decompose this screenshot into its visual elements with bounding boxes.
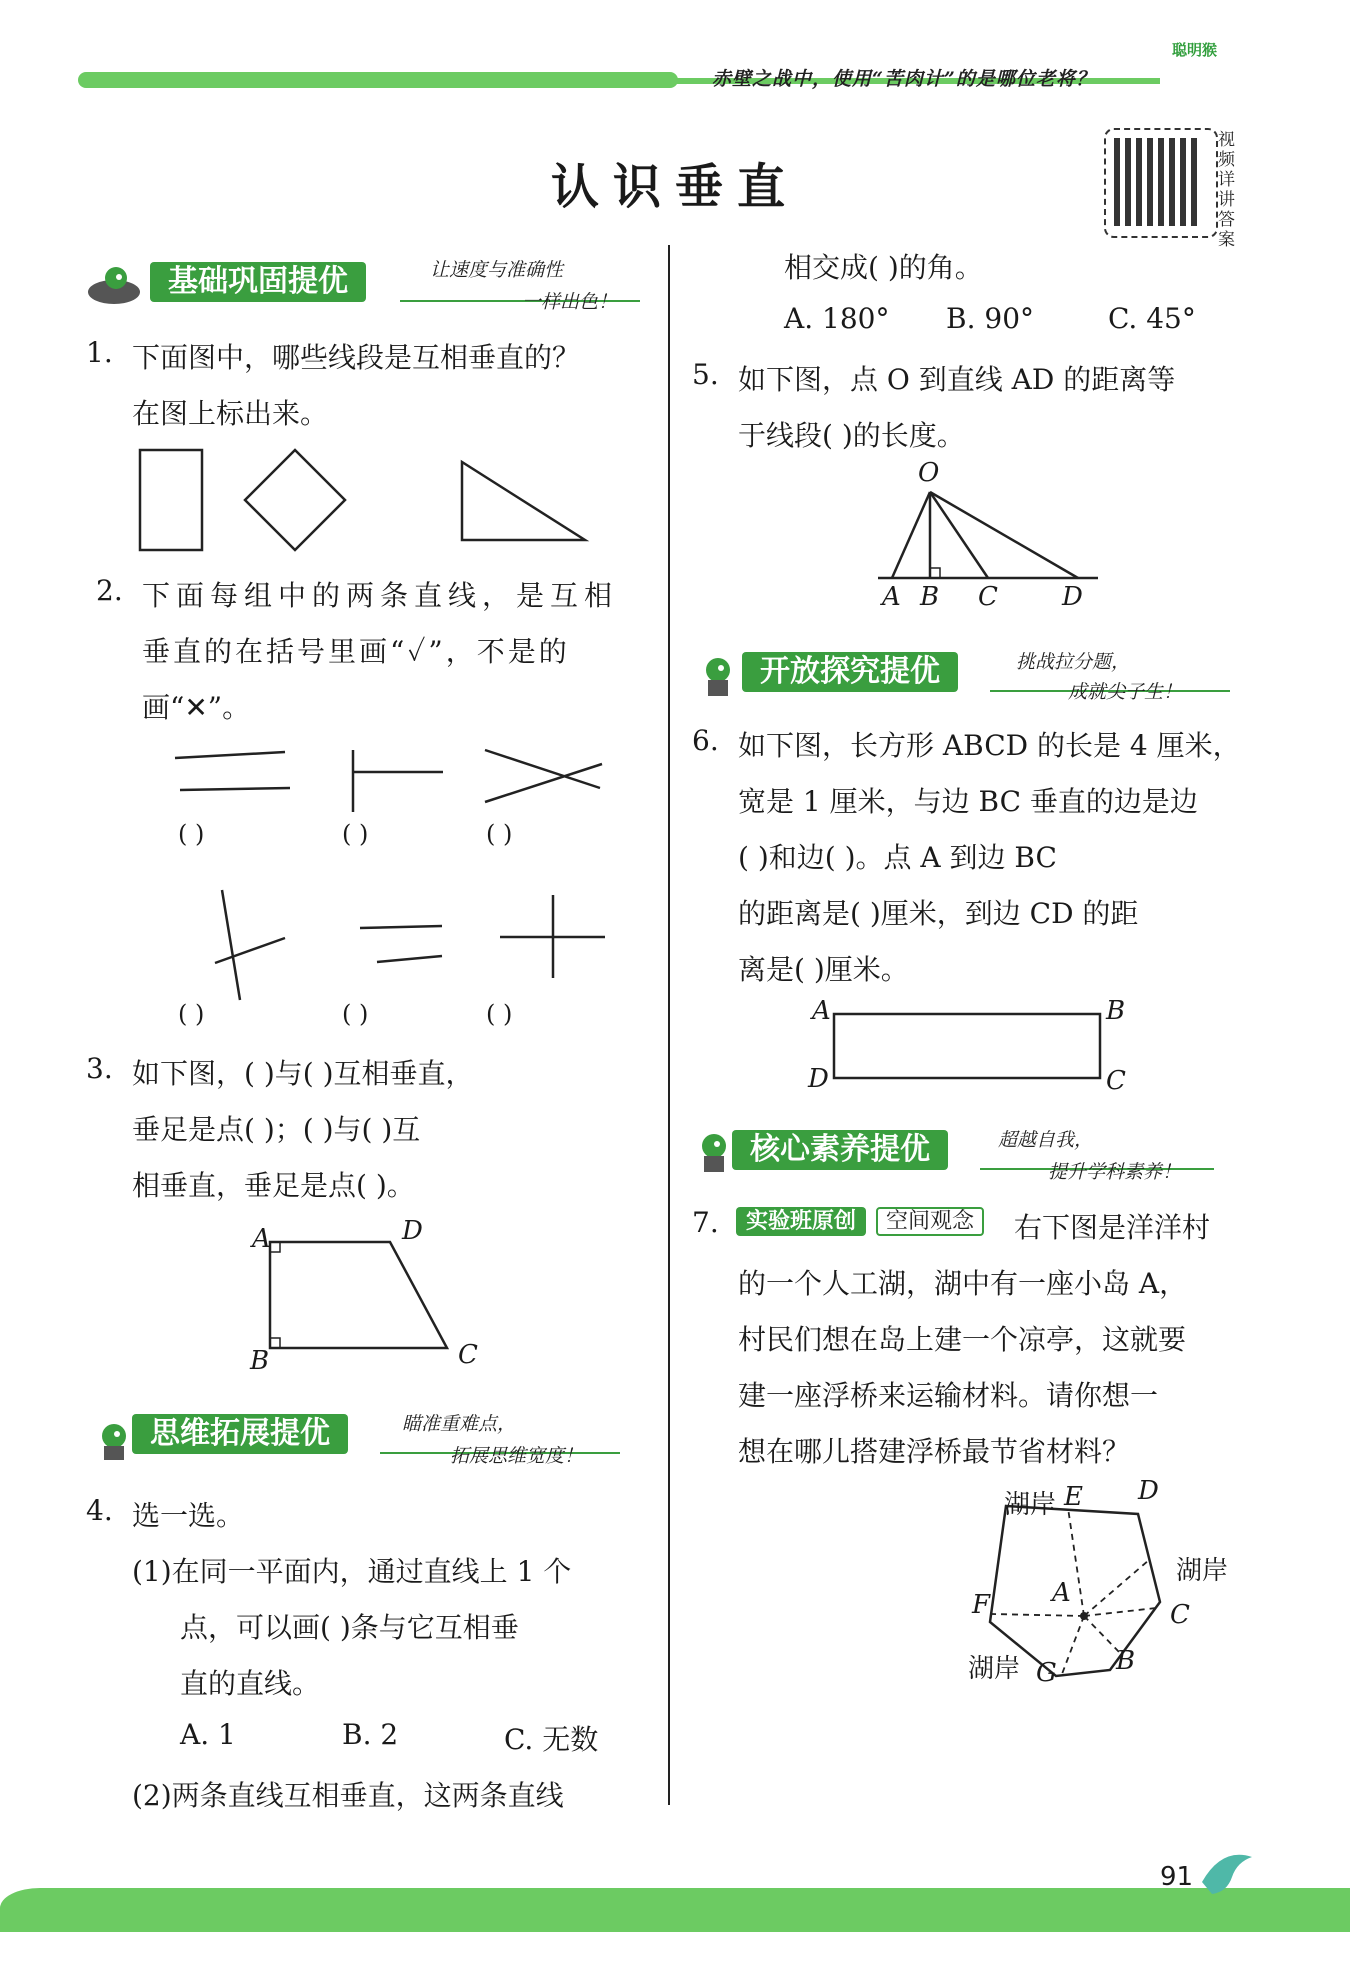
- question-number: 7.: [692, 1206, 719, 1239]
- question-text: 点，可以画( )条与它互相垂: [180, 1611, 519, 1644]
- section-note: 成就尖子生！: [1068, 681, 1183, 703]
- question-text: 垂足是点( )；( )与( )互: [132, 1113, 421, 1146]
- section-note: 超越自我，: [998, 1129, 1094, 1151]
- figure-label: E: [1064, 1482, 1083, 1512]
- brand-logo: 聪明猴: [1172, 41, 1218, 59]
- page-number: 91: [1160, 1862, 1194, 1892]
- question-text: ( )和边( )。点 A 到边 BC: [738, 841, 1057, 874]
- section-note: 瞄准重难点，: [402, 1413, 517, 1435]
- figure-label: D: [402, 1216, 423, 1246]
- question-text: 于线段( )的长度。: [738, 419, 965, 452]
- question-number: 2.: [96, 574, 123, 607]
- question-text: 的一个人工湖，湖中有一座小岛 A，: [738, 1267, 1188, 1300]
- footer-bar: [0, 1888, 1350, 1932]
- diamond-figure: [245, 450, 345, 550]
- figure-label: C: [1106, 1066, 1126, 1096]
- question-text: 建一座浮桥来运输材料。请你想一: [738, 1379, 1159, 1412]
- section-banner-explore: 开放探究提优: [742, 652, 958, 692]
- answer-paren[interactable]: ( ): [342, 820, 369, 848]
- question-text: (1)在同一平面内，通过直线上 1 个: [132, 1555, 572, 1588]
- question-number: 6.: [692, 724, 719, 757]
- question-number: 5.: [692, 358, 719, 391]
- question-text: 离是( )厘米。: [738, 953, 909, 986]
- answer-paren[interactable]: ( ): [486, 820, 513, 848]
- option-c[interactable]: C. 无数: [504, 1723, 599, 1756]
- figure-label: A: [1052, 1578, 1071, 1608]
- q1-figures: [130, 440, 600, 560]
- question-text: 相交成( )的角。: [784, 251, 983, 284]
- figure-label: D: [1138, 1476, 1159, 1506]
- column-divider: [668, 245, 670, 1805]
- question-text: 村民们想在岛上建一个凉亭，这就要: [738, 1323, 1187, 1356]
- figure-label: C: [978, 582, 998, 612]
- question-number: 4.: [86, 1494, 113, 1527]
- q3-trapezoid: [240, 1220, 490, 1360]
- answer-paren[interactable]: ( ): [486, 1000, 513, 1028]
- figure-label: C: [458, 1340, 478, 1370]
- shore-label: 湖岸: [968, 1654, 1021, 1684]
- figure-label: G: [1036, 1658, 1057, 1688]
- question-text: 画“✕”。: [142, 691, 251, 724]
- figure-label: A: [812, 996, 831, 1026]
- figure-label: D: [808, 1064, 829, 1094]
- question-text: 下面图中，哪些线段是互相垂直的？: [132, 341, 581, 374]
- page-title: 认识垂直: [550, 159, 799, 215]
- option-a[interactable]: A. 1: [180, 1718, 236, 1751]
- answer-paren[interactable]: ( ): [178, 1000, 205, 1028]
- qr-caption: 视频详讲答案: [1218, 130, 1235, 250]
- section-note: 挑战拉分题，: [1016, 651, 1131, 673]
- figure-label: B: [250, 1346, 270, 1376]
- question-text: 直的直线。: [180, 1667, 321, 1700]
- tag-spatial: 空间观念: [876, 1207, 984, 1236]
- question-text: 宽是 1 厘米，与边 BC 垂直的边是边: [738, 785, 1198, 818]
- section-banner-basic: 基础巩固提优: [150, 262, 366, 302]
- question-text: 选一选。: [132, 1499, 245, 1532]
- rectangle-figure: [140, 450, 202, 550]
- figure-label: O: [918, 458, 940, 488]
- mascot-icon: [86, 262, 142, 308]
- answer-paren[interactable]: ( ): [178, 820, 205, 848]
- qr-code-icon[interactable]: [1104, 128, 1218, 238]
- figure-label: F: [972, 1590, 991, 1620]
- section-note: 提升学科素养！: [1048, 1161, 1182, 1183]
- figure-label: B: [1106, 996, 1126, 1026]
- header-riddle: 赤壁之战中，使用“苦肉计”的是哪位老将？: [712, 68, 1096, 90]
- question-text: 如下图，点 O 到直线 AD 的距离等: [738, 363, 1176, 396]
- question-text: 垂直的在括号里画“✓”，不是的: [142, 635, 570, 668]
- question-text: 如下图，( )与( )互相垂直，: [132, 1057, 474, 1090]
- question-text: 想在哪儿搭建浮桥最节省材料？: [738, 1435, 1131, 1468]
- q6-rectangle: [820, 1000, 1120, 1100]
- question-text: 右下图是洋洋村: [1014, 1211, 1211, 1244]
- question-text: 的距离是( )厘米，到边 CD 的距: [738, 897, 1139, 930]
- section-note: 拓展思维宽度！: [450, 1445, 584, 1467]
- section-banner-core: 核心素养提优: [732, 1130, 948, 1170]
- question-text: 在图上标出来。: [132, 397, 329, 430]
- section-note: 让速度与准确性: [430, 259, 564, 281]
- option-b[interactable]: B. 90°: [946, 302, 1035, 335]
- q5-figure: [870, 470, 1110, 590]
- answer-paren[interactable]: ( ): [342, 1000, 369, 1028]
- dolphin-icon: [1192, 1842, 1262, 1906]
- figure-label: B: [1116, 1646, 1136, 1676]
- tag-original: 实验班原创: [736, 1207, 866, 1236]
- option-c[interactable]: C. 45°: [1108, 302, 1196, 335]
- question-number: 3.: [86, 1052, 113, 1085]
- question-text: 如下图，长方形 ABCD 的长是 4 厘米，: [738, 729, 1241, 762]
- question-text: 相垂直，垂足是点( )。: [132, 1169, 415, 1202]
- triangle-figure: [462, 462, 585, 540]
- figure-label: A: [252, 1224, 271, 1254]
- option-a[interactable]: A. 180°: [784, 302, 890, 335]
- mascot-icon: [692, 652, 748, 698]
- figure-label: D: [1062, 582, 1083, 612]
- section-banner-thinking: 思维拓展提优: [132, 1414, 348, 1454]
- figure-label: B: [920, 582, 940, 612]
- q2-line-pairs: [160, 740, 620, 1030]
- figure-label: A: [882, 582, 901, 612]
- question-text: (2)两条直线互相垂直，这两条直线: [132, 1779, 564, 1812]
- shore-label: 湖岸: [1004, 1490, 1057, 1520]
- header-bar: [78, 72, 678, 88]
- question-number: 1.: [86, 336, 113, 369]
- option-b[interactable]: B. 2: [342, 1718, 399, 1751]
- shore-label: 湖岸: [1176, 1556, 1229, 1586]
- figure-label: C: [1170, 1600, 1190, 1630]
- question-text: 下面每组中的两条直线，是互相: [142, 579, 619, 612]
- section-note: 一样出色！: [522, 291, 618, 313]
